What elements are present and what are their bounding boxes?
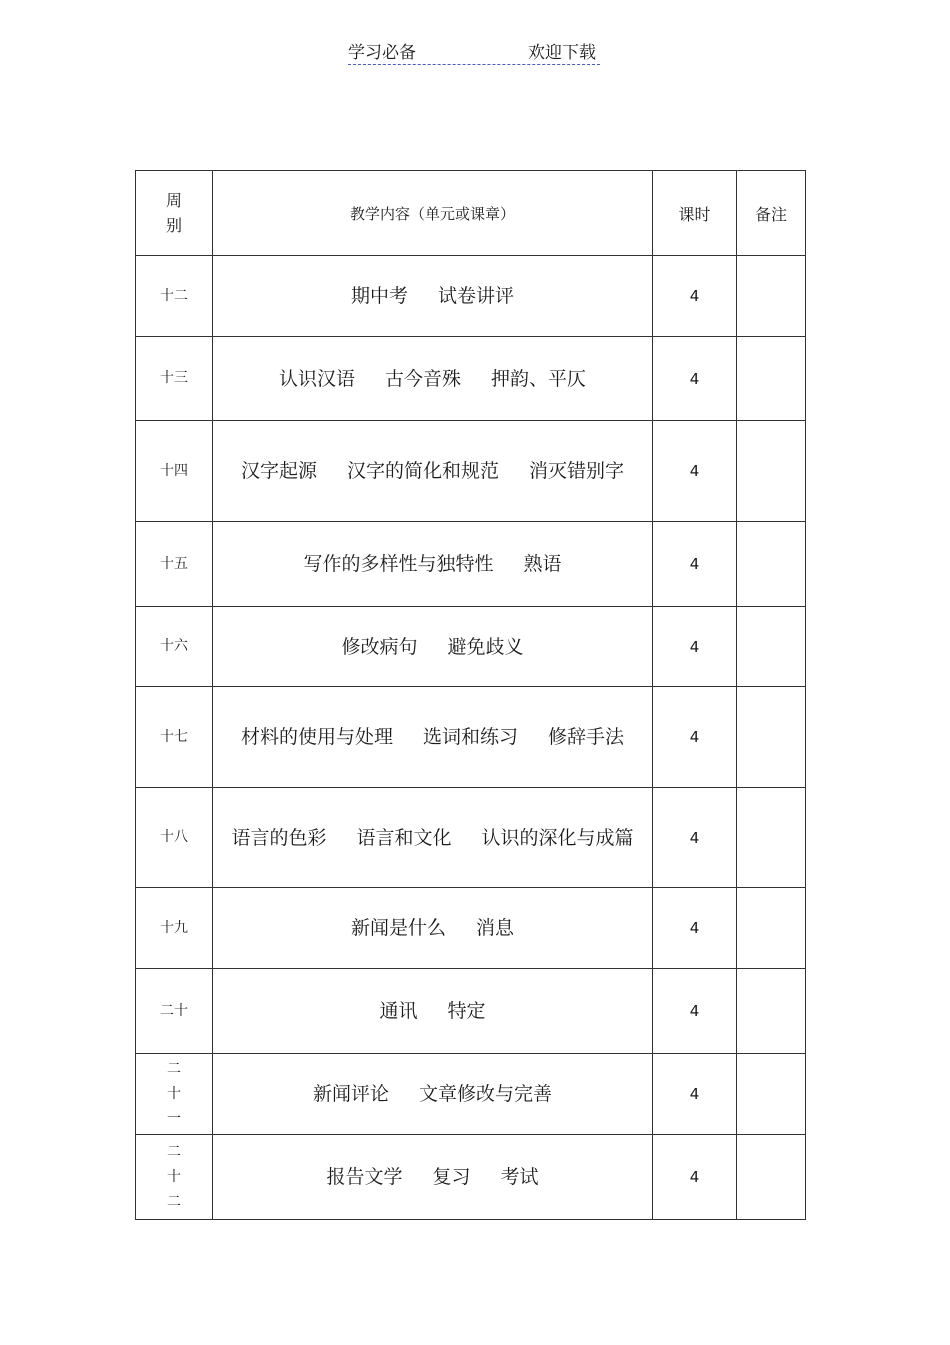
content-item: 避免歧义	[447, 635, 524, 658]
content-item: 特定	[447, 1000, 486, 1022]
week-cell	[136, 337, 213, 421]
content-cell	[213, 256, 653, 337]
week-cell	[136, 522, 213, 607]
week-label: 二十一	[167, 1060, 181, 1127]
page-header	[348, 42, 600, 65]
header-notes: 备注	[754, 204, 787, 224]
notes-cell	[737, 337, 806, 421]
hours-cell: 4	[653, 256, 737, 337]
week-cell	[136, 607, 213, 687]
table-row	[136, 1135, 806, 1220]
table-row	[136, 337, 806, 421]
hours-cell: 4	[653, 522, 737, 607]
content-item: 押韵、平仄	[491, 367, 587, 390]
content-item: 复习	[432, 1166, 471, 1188]
content-item: 材料的使用与处理	[240, 726, 393, 748]
week-cell	[136, 1135, 213, 1220]
notes-cell	[737, 421, 806, 522]
hours-cell: 4	[653, 1135, 737, 1220]
hours-cell: 4	[653, 888, 737, 969]
content-cell	[213, 888, 653, 969]
week-label: 十九	[160, 919, 188, 936]
content-cell	[213, 969, 653, 1054]
table-header-row	[136, 171, 806, 256]
content-item: 古今音殊	[384, 367, 461, 390]
content-item: 认识的深化与成篇	[481, 826, 634, 849]
week-label: 二十	[160, 1002, 188, 1019]
content-item: 试卷讲评	[438, 285, 515, 307]
hours-cell: 4	[653, 1054, 737, 1135]
header-left-text: 学习必备	[348, 43, 416, 63]
content-item: 新闻是什么	[350, 917, 446, 939]
content-item: 通讯	[379, 1000, 418, 1022]
table-row	[136, 1054, 806, 1135]
table-row	[136, 256, 806, 337]
table-row	[136, 421, 806, 522]
notes-cell	[737, 522, 806, 607]
notes-cell	[737, 969, 806, 1054]
notes-cell	[737, 788, 806, 888]
week-cell	[136, 421, 213, 522]
header-hours-cell	[653, 171, 737, 256]
week-cell	[136, 687, 213, 788]
content-item: 选词和练习	[422, 726, 518, 748]
content-cell	[213, 337, 653, 421]
week-cell	[136, 788, 213, 888]
table-body	[136, 256, 806, 1220]
header-hours: 课时	[678, 204, 711, 224]
week-label: 十二	[160, 287, 188, 304]
notes-cell	[737, 256, 806, 337]
content-cell	[213, 522, 653, 607]
content-item: 消灭错别字	[529, 460, 625, 482]
header-content-cell	[213, 171, 653, 256]
content-item: 新闻评论	[312, 1083, 389, 1105]
content-item: 认识汉语	[278, 367, 355, 390]
week-label: 十五	[160, 555, 188, 572]
content-item: 写作的多样性与独特性	[303, 553, 494, 575]
table-row	[136, 607, 806, 687]
hours-cell: 4	[653, 687, 737, 788]
week-label: 二十二	[167, 1143, 181, 1210]
hours-cell: 4	[653, 607, 737, 687]
content-cell	[213, 687, 653, 788]
week-cell	[136, 888, 213, 969]
content-cell	[213, 421, 653, 522]
content-item: 熟语	[523, 553, 562, 575]
content-item: 考试	[500, 1166, 539, 1188]
week-label: 十七	[160, 728, 188, 745]
header-content: 教学内容（单元或课章）	[349, 204, 515, 223]
hours-cell: 4	[653, 969, 737, 1054]
header-week-cell	[136, 171, 213, 256]
content-item: 汉字的简化和规范	[346, 460, 499, 482]
content-item: 语言和文化	[356, 826, 452, 849]
content-item: 消息	[476, 917, 515, 939]
notes-cell	[737, 1135, 806, 1220]
header-notes-cell	[737, 171, 806, 256]
content-cell	[213, 1135, 653, 1220]
table-row	[136, 888, 806, 969]
content-cell	[213, 607, 653, 687]
content-item: 语言的色彩	[231, 826, 327, 849]
table-row	[136, 522, 806, 607]
notes-cell	[737, 607, 806, 687]
week-cell	[136, 256, 213, 337]
table-row	[136, 969, 806, 1054]
header-week: 周别	[166, 191, 183, 235]
schedule-table	[135, 170, 806, 1220]
hours-cell: 4	[653, 788, 737, 888]
week-label: 十四	[160, 462, 188, 479]
notes-cell	[737, 888, 806, 969]
content-item: 汉字起源	[240, 460, 317, 482]
week-label: 十三	[160, 370, 188, 386]
notes-cell	[737, 687, 806, 788]
content-item: 修改病句	[341, 635, 418, 658]
table-row	[136, 788, 806, 888]
week-cell	[136, 969, 213, 1054]
notes-cell	[737, 1054, 806, 1135]
content-cell	[213, 788, 653, 888]
content-item: 报告文学	[326, 1166, 403, 1188]
hours-cell: 4	[653, 337, 737, 421]
content-item: 修辞手法	[548, 726, 625, 748]
hours-cell: 4	[653, 421, 737, 522]
week-cell	[136, 1054, 213, 1135]
content-item: 期中考	[350, 285, 408, 307]
content-item: 文章修改与完善	[419, 1083, 553, 1105]
week-label: 十六	[160, 638, 188, 654]
week-label: 十八	[160, 829, 188, 845]
content-cell	[213, 1054, 653, 1135]
table-row	[136, 687, 806, 788]
header-right-text: 欢迎下载	[528, 43, 596, 63]
